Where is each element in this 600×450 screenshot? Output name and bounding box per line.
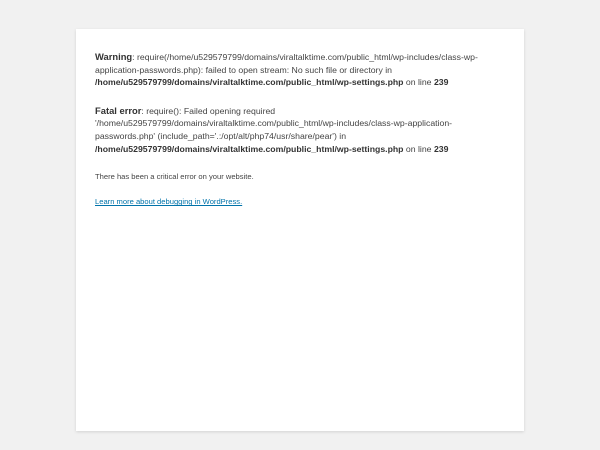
warning-line-number: 239 xyxy=(433,77,449,88)
fatal-error-on-line: on line xyxy=(403,143,434,154)
critical-error-text: There has been a critical error on your website. xyxy=(95,172,254,182)
warning-message xyxy=(95,51,505,89)
fatal-error-text: : require(): Failed opening required '/home/u529579799/domains/viraltalktime.com/public_html/wp-includes/class-wp-application-passwords.php' (include_path='.:/opt/alt/php74/usr/share/pear') in xyxy=(95,105,453,141)
fatal-error-label: Fatal error xyxy=(95,104,142,116)
warning-label: Warning xyxy=(95,51,133,62)
fatal-error-line-number: 239 xyxy=(433,143,449,154)
warning-on-line: on line xyxy=(403,77,434,88)
debugging-link[interactable]: Learn more about debugging in WordPress. xyxy=(95,197,243,207)
warning-path: /home/u529579799/domains/viraltalktime.com/public_html/wp-settings.php xyxy=(95,77,404,88)
error-card xyxy=(76,29,524,431)
fatal-error-path: /home/u529579799/domains/viraltalktime.com/public_html/wp-settings.php xyxy=(95,143,404,154)
debug-link-paragraph xyxy=(95,196,505,207)
fatal-error-message xyxy=(95,105,505,155)
warning-text: : require(/home/u529579799/domains/viraltalktime.com/public_html/wp-includes/class-wp-application-passwords.php): failed to open stream: No such file or directory in xyxy=(95,52,478,75)
